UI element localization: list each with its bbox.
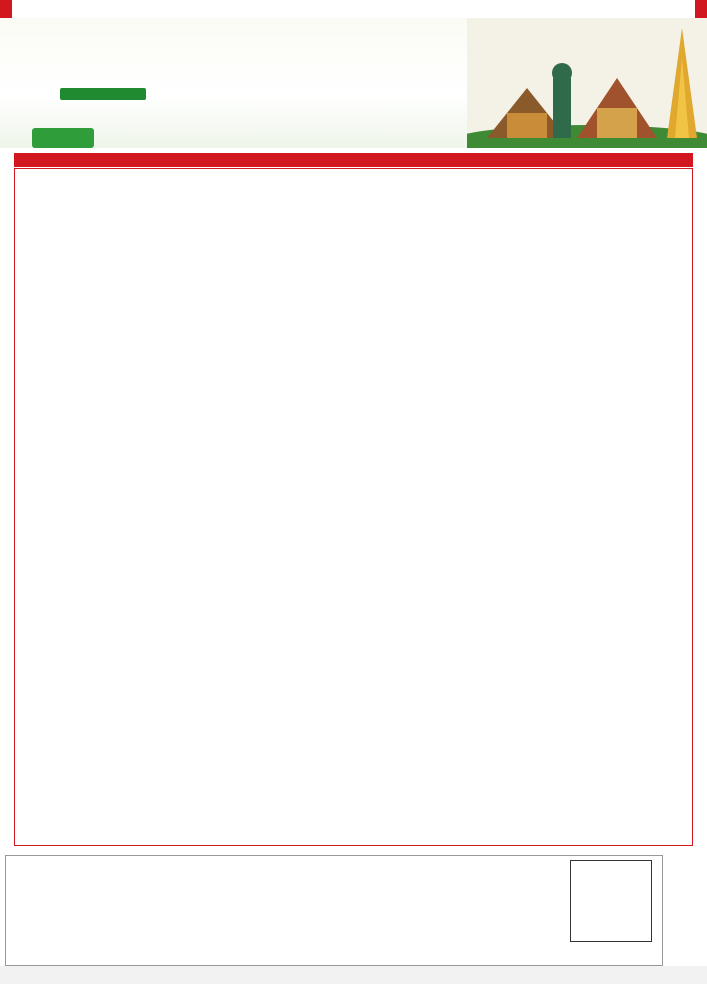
logo-subtitle: [60, 88, 146, 100]
company-bar: [0, 966, 707, 984]
logo: [6, 56, 156, 116]
qr-code-icon: [570, 860, 652, 942]
header-banner: [0, 18, 707, 148]
ad-label-right: [695, 0, 707, 18]
table-header: [14, 153, 693, 167]
footer-note: [14, 829, 693, 845]
routes-table: [14, 168, 693, 846]
page-footer: [0, 985, 707, 1000]
contact-panel: [5, 855, 663, 966]
temple-illustration-icon: [467, 18, 707, 148]
region-tag: [32, 128, 94, 148]
ad-label-left: [0, 0, 12, 18]
side-text: [681, 856, 701, 966]
